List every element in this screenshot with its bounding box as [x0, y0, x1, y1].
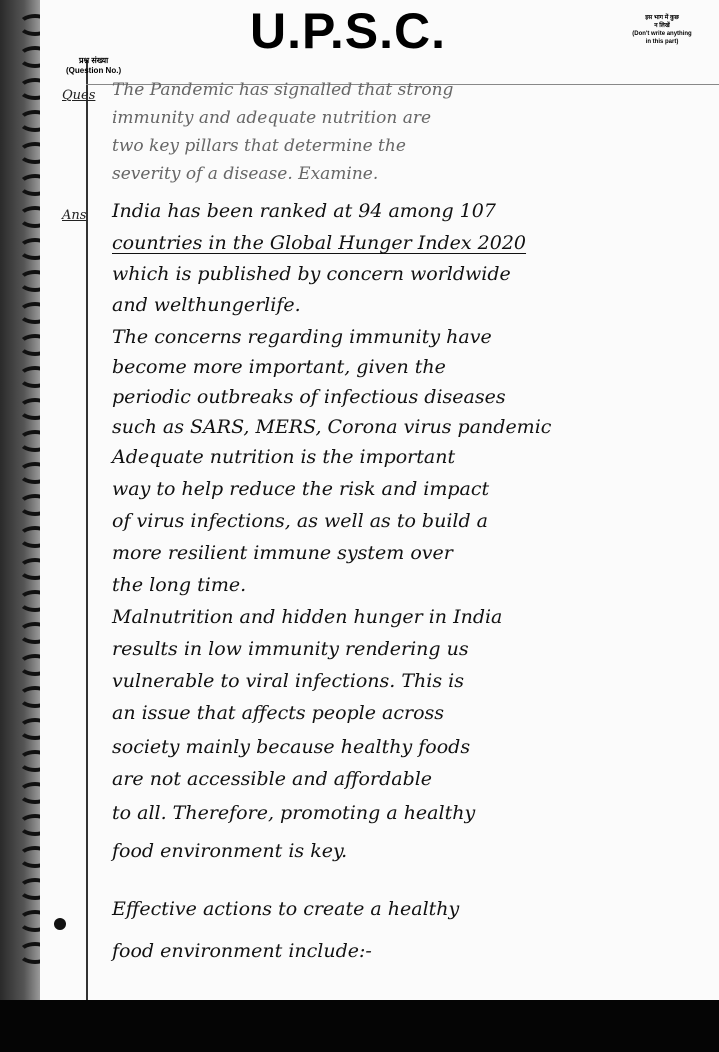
margin-note-line: इस भाग में कुछ: [645, 15, 679, 21]
bullet-point: [54, 918, 66, 930]
answer-line: and welthungerlife.: [112, 294, 301, 316]
answer-line: society mainly because healthy foods: [112, 736, 471, 758]
question-marker: Ques: [62, 88, 96, 103]
margin-note: [628, 14, 696, 46]
question-line: two key pillars that determine the: [112, 136, 406, 156]
answer-line: Effective actions to create a healthy: [112, 898, 460, 920]
margin-note-line: न लिखें: [654, 23, 670, 29]
answer-marker: Ans: [62, 208, 87, 223]
question-line: immunity and adequate nutrition are: [112, 108, 432, 128]
answer-line: results in low immunity rendering us: [112, 638, 469, 660]
answer-line: food environment include:-: [112, 940, 372, 962]
answer-line: to all. Therefore, promoting a healthy: [112, 802, 476, 824]
answer-line: periodic outbreaks of infectious diseases: [112, 386, 506, 408]
answer-line: which is published by concern worldwide: [112, 263, 511, 285]
margin-line: [86, 60, 88, 1000]
answer-line: an issue that affects people across: [112, 702, 445, 724]
answer-line: Adequate nutrition is the important: [112, 446, 456, 468]
answer-line: are not accessible and affordable: [112, 768, 433, 790]
answer-line: countries in the Global Hunger Index 2020: [112, 232, 527, 254]
margin-note-line: in this part): [645, 39, 679, 45]
answer-line: way to help reduce the risk and impact: [112, 478, 490, 500]
answer-line: India has been ranked at 94 among 107: [112, 200, 496, 222]
answer-line: food environment is key.: [112, 840, 348, 862]
answer-line: the long time.: [112, 574, 247, 596]
question-number-english: (Question No.): [66, 66, 122, 75]
question-line: severity of a disease. Examine.: [112, 164, 379, 184]
dark-background: [0, 1000, 719, 1052]
answer-line: become more important, given the: [112, 356, 446, 378]
sheet-title: U.P.S.C.: [250, 3, 447, 59]
answer-line: vulnerable to viral infections. This is: [112, 670, 464, 692]
answer-line: The concerns regarding immunity have: [112, 326, 492, 348]
question-number-hindi: प्रश्न संख्या: [78, 56, 109, 65]
answer-line: more resilient immune system over: [112, 542, 453, 564]
question-number-label: [66, 56, 121, 76]
answer-line: such as SARS, MERS, Corona virus pandemic: [112, 416, 552, 438]
margin-note-line: (Don't write anything: [632, 31, 692, 37]
answer-line: Malnutrition and hidden hunger in India: [112, 606, 503, 628]
question-line: The Pandemic has signalled that strong: [112, 80, 454, 100]
answer-line: of virus infections, as well as to build a: [112, 510, 489, 532]
